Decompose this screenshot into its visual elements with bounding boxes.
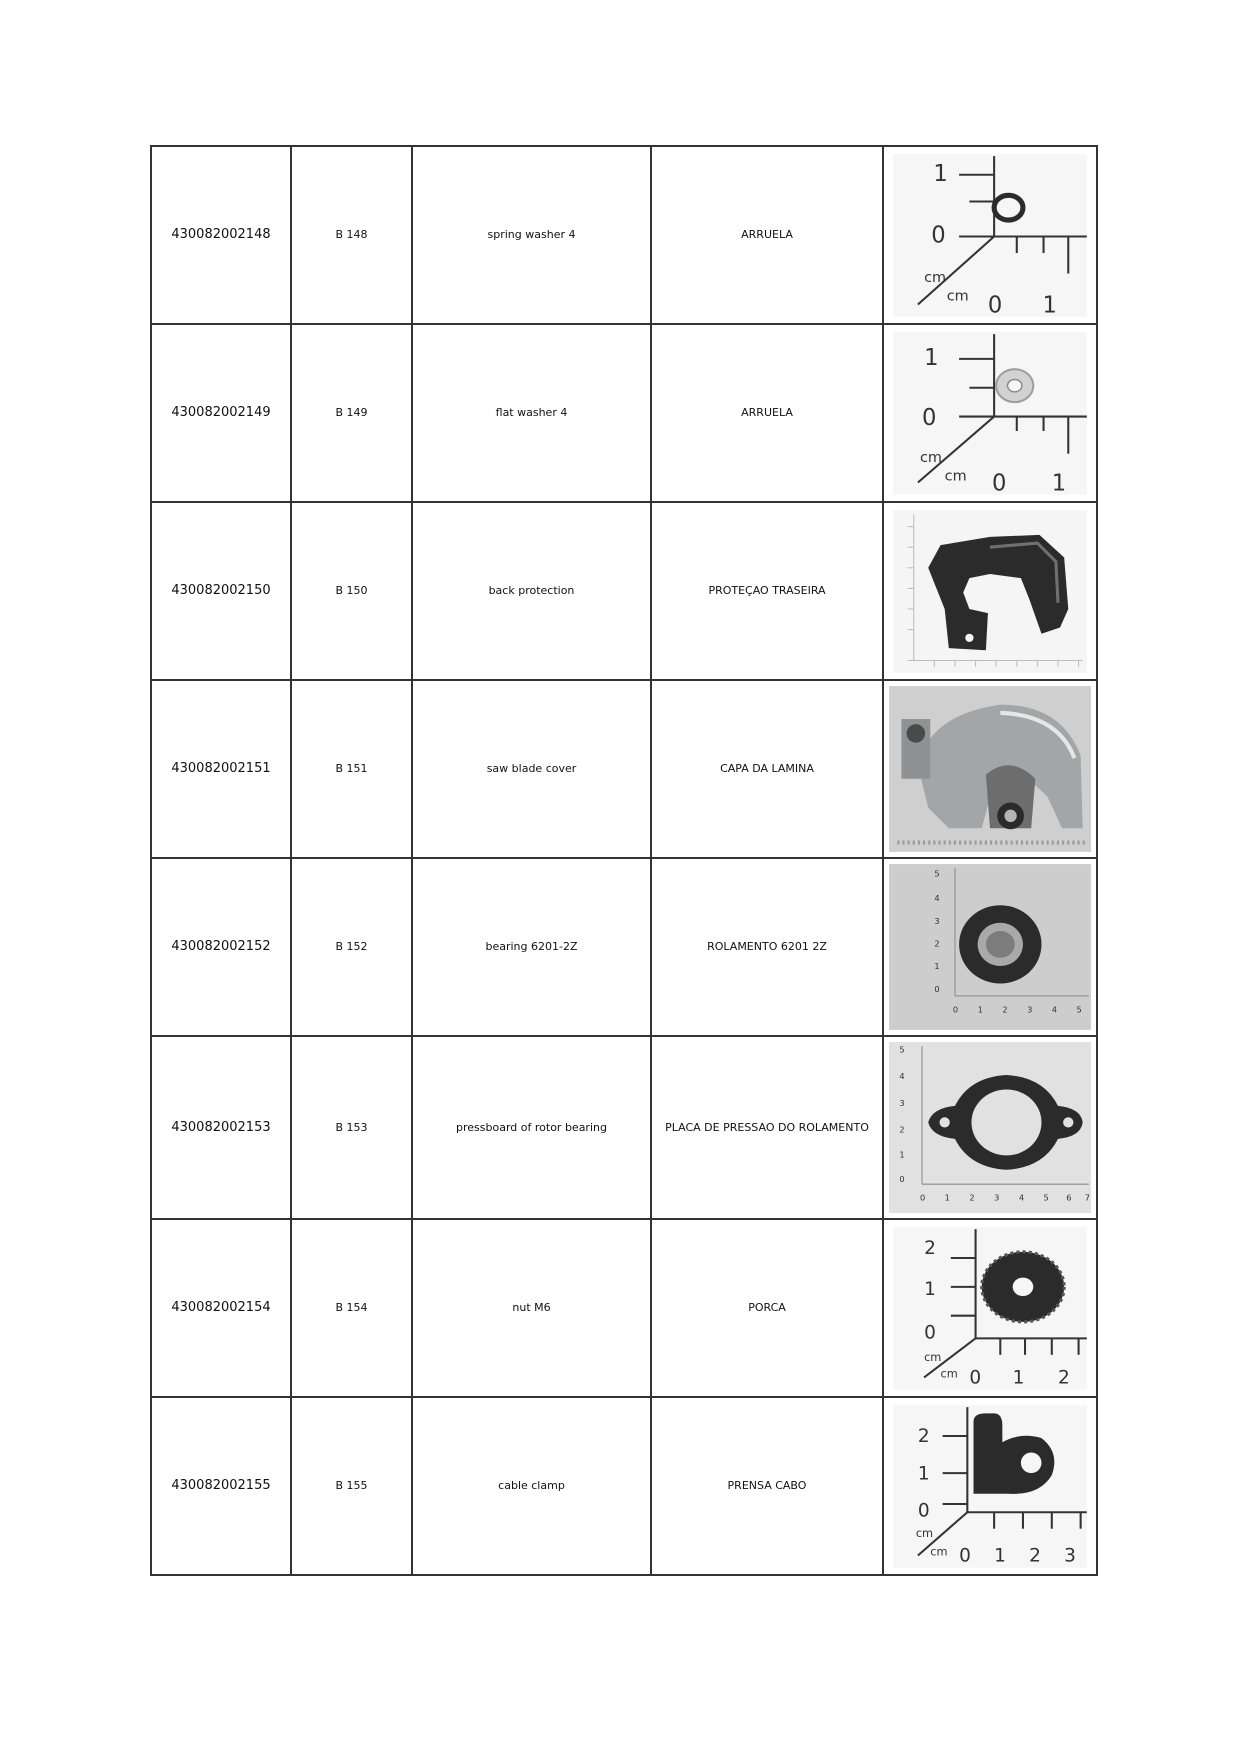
ruler-label: 4 — [934, 892, 940, 903]
part-code: 430082002153 — [151, 1036, 291, 1219]
table-row — [151, 324, 1097, 502]
part-name-pt: PLACA DE PRESSAO DO ROLAMENTO — [651, 1036, 883, 1219]
ruler-unit: cm — [940, 1366, 958, 1381]
spring-washer-photo — [887, 150, 1093, 320]
part-code: 430082002154 — [151, 1219, 291, 1397]
ruler-label: 0 — [917, 1500, 930, 1522]
part-name-en: cable clamp — [412, 1397, 651, 1575]
part-photo-cell — [883, 1397, 1097, 1575]
ruler-label: 5 — [1043, 1192, 1049, 1203]
ruler-label: 0 — [952, 1004, 959, 1015]
ruler-label: 2 — [924, 1237, 936, 1259]
table-row — [151, 680, 1097, 858]
position-number: B 151 — [291, 680, 412, 858]
ruler-label: 3 — [994, 1192, 1000, 1203]
ruler-label: 0 — [992, 470, 1007, 497]
ruler-unit: cm — [944, 468, 967, 485]
ruler-label: 5 — [1076, 1004, 1082, 1015]
position-number: B 154 — [291, 1219, 412, 1397]
ruler-label: 0 — [987, 292, 1003, 319]
part-code: 430082002148 — [151, 146, 291, 324]
ruler-label: 1 — [977, 1004, 983, 1015]
ruler-label: 1 — [934, 960, 940, 971]
back-protection-photo — [887, 506, 1093, 676]
part-code: 430082002150 — [151, 502, 291, 680]
cable-clamp-photo — [887, 1401, 1093, 1571]
ruler-label: 1 — [924, 345, 939, 372]
part-photo-cell — [883, 146, 1097, 324]
table-row — [151, 1219, 1097, 1397]
ruler-label: 1 — [1012, 1367, 1025, 1389]
ruler-label: 6 — [1066, 1192, 1072, 1203]
nut-photo — [887, 1223, 1093, 1393]
ruler-label: 5 — [934, 868, 940, 879]
part-name-pt: PRENSA CABO — [651, 1397, 883, 1575]
table-row — [151, 1397, 1097, 1575]
pressboard-photo — [887, 1040, 1093, 1215]
flat-washer-photo — [887, 328, 1093, 498]
part-photo-cell — [883, 1036, 1097, 1219]
part-name-pt: ROLAMENTO 6201 2Z — [651, 858, 883, 1036]
ruler-unit: cm — [919, 449, 942, 466]
ruler-label: 3 — [934, 915, 940, 926]
ruler-label: 1 — [994, 1545, 1006, 1567]
part-name-en: flat washer 4 — [412, 324, 651, 502]
ruler-label: 1 — [917, 1462, 930, 1484]
ruler-label: 1 — [924, 1278, 936, 1300]
part-name-en: nut M6 — [412, 1219, 651, 1397]
table-row — [151, 858, 1097, 1036]
ruler-label: 3 — [1064, 1545, 1076, 1567]
part-photo-cell — [883, 680, 1097, 858]
ruler-label: 0 — [899, 1173, 905, 1184]
ruler-unit: cm — [924, 1349, 942, 1364]
part-code: 430082002151 — [151, 680, 291, 858]
ruler-label: 2 — [899, 1124, 905, 1135]
ruler-label: 2 — [1057, 1367, 1070, 1389]
ruler-label: 0 — [931, 222, 946, 249]
position-number: B 148 — [291, 146, 412, 324]
ruler-label: 2 — [969, 1192, 975, 1203]
position-number: B 149 — [291, 324, 412, 502]
ruler-unit: cm — [946, 288, 969, 305]
ruler-unit: cm — [915, 1525, 934, 1540]
ruler-label: 0 — [934, 983, 940, 994]
ruler-label: 7 — [1084, 1192, 1090, 1203]
position-number: B 153 — [291, 1036, 412, 1219]
ruler-label: 4 — [899, 1070, 905, 1081]
ruler-label: 2 — [1029, 1545, 1041, 1567]
table-row — [151, 1036, 1097, 1219]
part-code: 430082002155 — [151, 1397, 291, 1575]
ruler-label: 3 — [1027, 1004, 1033, 1015]
ruler-label: 0 — [924, 1322, 936, 1344]
parts-table — [150, 145, 1098, 1576]
position-number: B 150 — [291, 502, 412, 680]
part-name-pt: ARRUELA — [651, 324, 883, 502]
part-code: 430082002152 — [151, 858, 291, 1036]
ruler-label: 1 — [1042, 292, 1057, 319]
part-name-en: spring washer 4 — [412, 146, 651, 324]
ruler-label: 2 — [1002, 1004, 1008, 1015]
part-name-pt: CAPA DA LAMINA — [651, 680, 883, 858]
ruler-label: 2 — [934, 938, 940, 949]
part-name-en: saw blade cover — [412, 680, 651, 858]
part-photo-cell — [883, 502, 1097, 680]
ruler-label: 4 — [1051, 1004, 1058, 1015]
part-name-en: pressboard of rotor bearing — [412, 1036, 651, 1219]
part-photo-cell — [883, 1219, 1097, 1397]
ruler-label: 0 — [959, 1545, 971, 1567]
position-number: B 155 — [291, 1397, 412, 1575]
table-row — [151, 146, 1097, 324]
ruler-label: 0 — [919, 1192, 926, 1203]
part-name-pt: ARRUELA — [651, 146, 883, 324]
part-code: 430082002149 — [151, 324, 291, 502]
ruler-label: 1 — [933, 160, 948, 187]
ruler-label: 4 — [1018, 1192, 1025, 1203]
table-row — [151, 502, 1097, 680]
part-name-en: back protection — [412, 502, 651, 680]
part-photo-cell — [883, 858, 1097, 1036]
bearing-photo — [887, 862, 1093, 1032]
ruler-label: 1 — [944, 1192, 950, 1203]
part-name-pt: PROTEÇAO TRASEIRA — [651, 502, 883, 680]
ruler-label: 3 — [899, 1097, 905, 1108]
part-photo-cell — [883, 324, 1097, 502]
part-name-pt: PORCA — [651, 1219, 883, 1397]
ruler-label: 0 — [969, 1367, 982, 1389]
ruler-unit: cm — [930, 1544, 948, 1559]
part-name-en: bearing 6201-2Z — [412, 858, 651, 1036]
position-number: B 152 — [291, 858, 412, 1036]
ruler-label: 5 — [899, 1044, 905, 1055]
ruler-label: 2 — [917, 1425, 930, 1447]
saw-blade-cover-photo — [887, 684, 1093, 854]
ruler-label: 1 — [1051, 470, 1067, 497]
ruler-unit: cm — [924, 269, 947, 286]
ruler-label: 1 — [899, 1149, 905, 1160]
ruler-label: 0 — [922, 404, 937, 431]
